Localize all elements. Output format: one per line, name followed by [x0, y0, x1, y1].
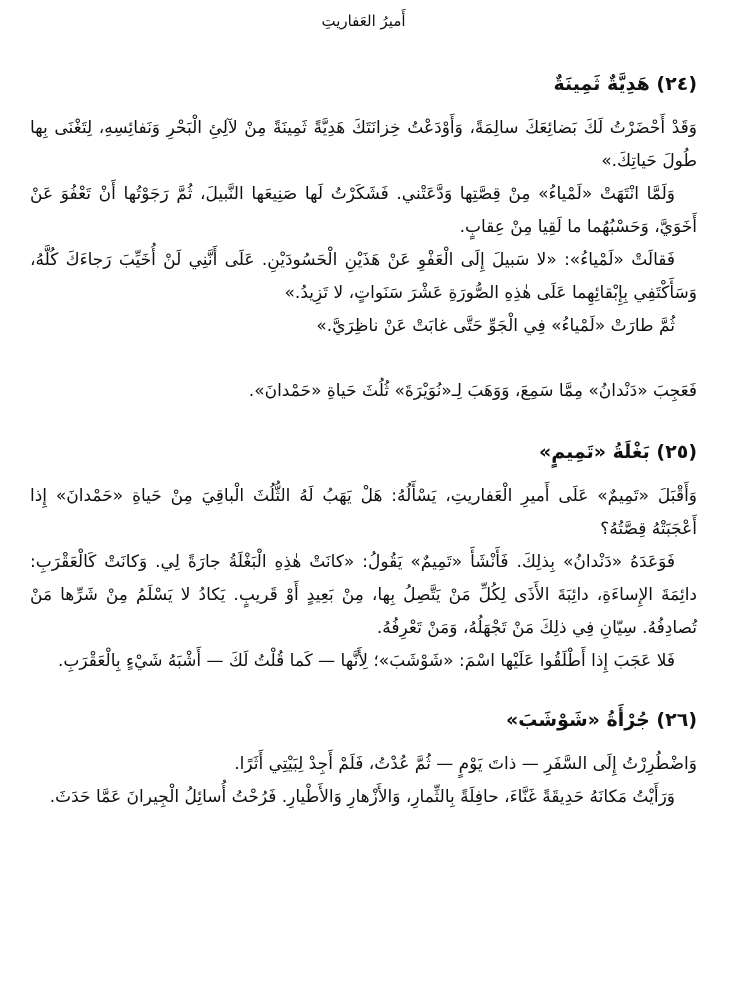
section-heading: (٢٦) جُرْأَةُ «شَوْشَبَ»: [506, 709, 697, 731]
paragraph: فَقالَتْ «لَمْياءُ»: «لا سَبيلَ إِلَى الْعَفْوِ عَنْ هَذَيْنِ الْحَسُودَيْنِ. عَلَى أَنَّنِي لَنْ أُخَيِّبَ رَجاءَكَ كُلَّهُ، وَسَأَكْتَفِي بِإِبْقائِهِما عَلَى هٰذِهِ الصُّورَةِ عَشْرَ سَنَواتٍ، لا تَزِيدُ.»: [30, 250, 697, 303]
section-26: [30, 706, 697, 814]
paragraph: فَوَعَدَهُ «دَنْدانُ» بِذلِكَ. فَأَنْشَأَ «تَمِيمٌ» يَقُولُ: «كانَتْ هٰذِهِ الْبَغْلَةُ جارَةً لِي. وَكانَتْ كَالْعَقْرَبِ: دائِمَةَ الإِساءَةِ، دائِبَةَ الأَذَى لِكُلِّ مَنْ يَتَّصِلُ بِها، مِنْ بَعِيدٍ أَوْ قَريبٍ. يَكادُ لا يَسْلَمُ مِنْ شَرِّها مَنْ تُصادِفُهُ. سِيّانِ فِي ذلِكَ مَنْ تَجْهَلُهُ، وَمَنْ تَعْرِفُهُ.: [30, 552, 697, 638]
section-24: [30, 70, 697, 408]
paragraph: وَرَأَيْتُ مَكانَهُ حَدِيقَةً غَنَّاءَ، حافِلَةً بِالثِّمارِ، وَالأَزْهارِ وَالأَطْيارِ. فَرُحْتُ أُسائِلُ الْجِيرانَ عَمَّا حَدَثَ.: [49, 787, 675, 807]
section-25: [30, 438, 697, 678]
paragraph: ثُمَّ طارَتْ «لَمْياءُ» فِي الْجَوِّ حَتَّى غابَتْ عَنْ ناظِرَيَّ.»: [316, 316, 675, 336]
section-heading: (٢٤) هَدِيَّةٌ ثَمِينَةٌ: [553, 73, 697, 95]
running-title: أَميرُ العَفاريتِ: [321, 12, 406, 30]
paragraph: فَلا عَجَبَ إِذا أَطْلَقُوا عَلَيْها اسْمَ: «شَوْشَبَ»؛ لِأَنَّها — كَما قُلْتُ لَكَ — أَشْبَهُ شَيْءٍ بِالْعَقْرَبِ.: [57, 651, 675, 671]
paragraph: وَاضْطُرِرْتُ إِلَى السَّفَرِ — ذاتَ يَوْمٍ — ثُمَّ عُدْتُ، فَلَمْ أَجِدْ لِبَيْتِي أَثَرًا.: [234, 754, 697, 774]
paragraph: وَلَمَّا انْتَهَتْ «لَمْياءُ» مِنْ قِصَّتِها وَدَّعَتْني. فَشَكَرْتُ لَها صَنِيعَها النَّبيلَ، ثُمَّ رَجَوْتُها أَنْ تَعْفُوَ عَنْ أَخَوَيَّ، وَحَسْبُهُما ما لَقِيا مِنْ عِقابٍ.: [30, 184, 697, 237]
paragraph: وَقَدْ أَحْضَرْتُ لَكَ بَضائِعَكَ سالِمَةً، وَأَوْدَعْتُ خِزانَتَكَ هَدِيَّةً ثَمِينَةً مِنْ لآلِئِ الْبَحْرِ وَنَفائِسِهِ، لِتَغْنَى بِها طُولَ حَياتِكَ.»: [30, 118, 697, 171]
paragraph: وَأَقْبَلَ «تَمِيمٌ» عَلَى أَميرِ الْعَفاريتِ، يَسْأَلُهُ: هَلْ يَهَبُ لَهُ الثُّلُثَ الْباقِيَ مِنْ حَياةِ «حَمْدانَ» إِذا أَعْجَبَتْهُ قِصَّتُهُ؟: [30, 486, 697, 539]
section-heading: (٢٥) بَغْلَةُ «تَمِيمٍ»: [538, 441, 697, 463]
paragraph: فَعَجِبَ «دَنْدانُ» مِمَّا سَمِعَ، وَوَهَبَ لِـ«نُوَيْرَةَ» ثُلُثَ حَياةِ «حَمْدانَ».: [248, 381, 697, 401]
